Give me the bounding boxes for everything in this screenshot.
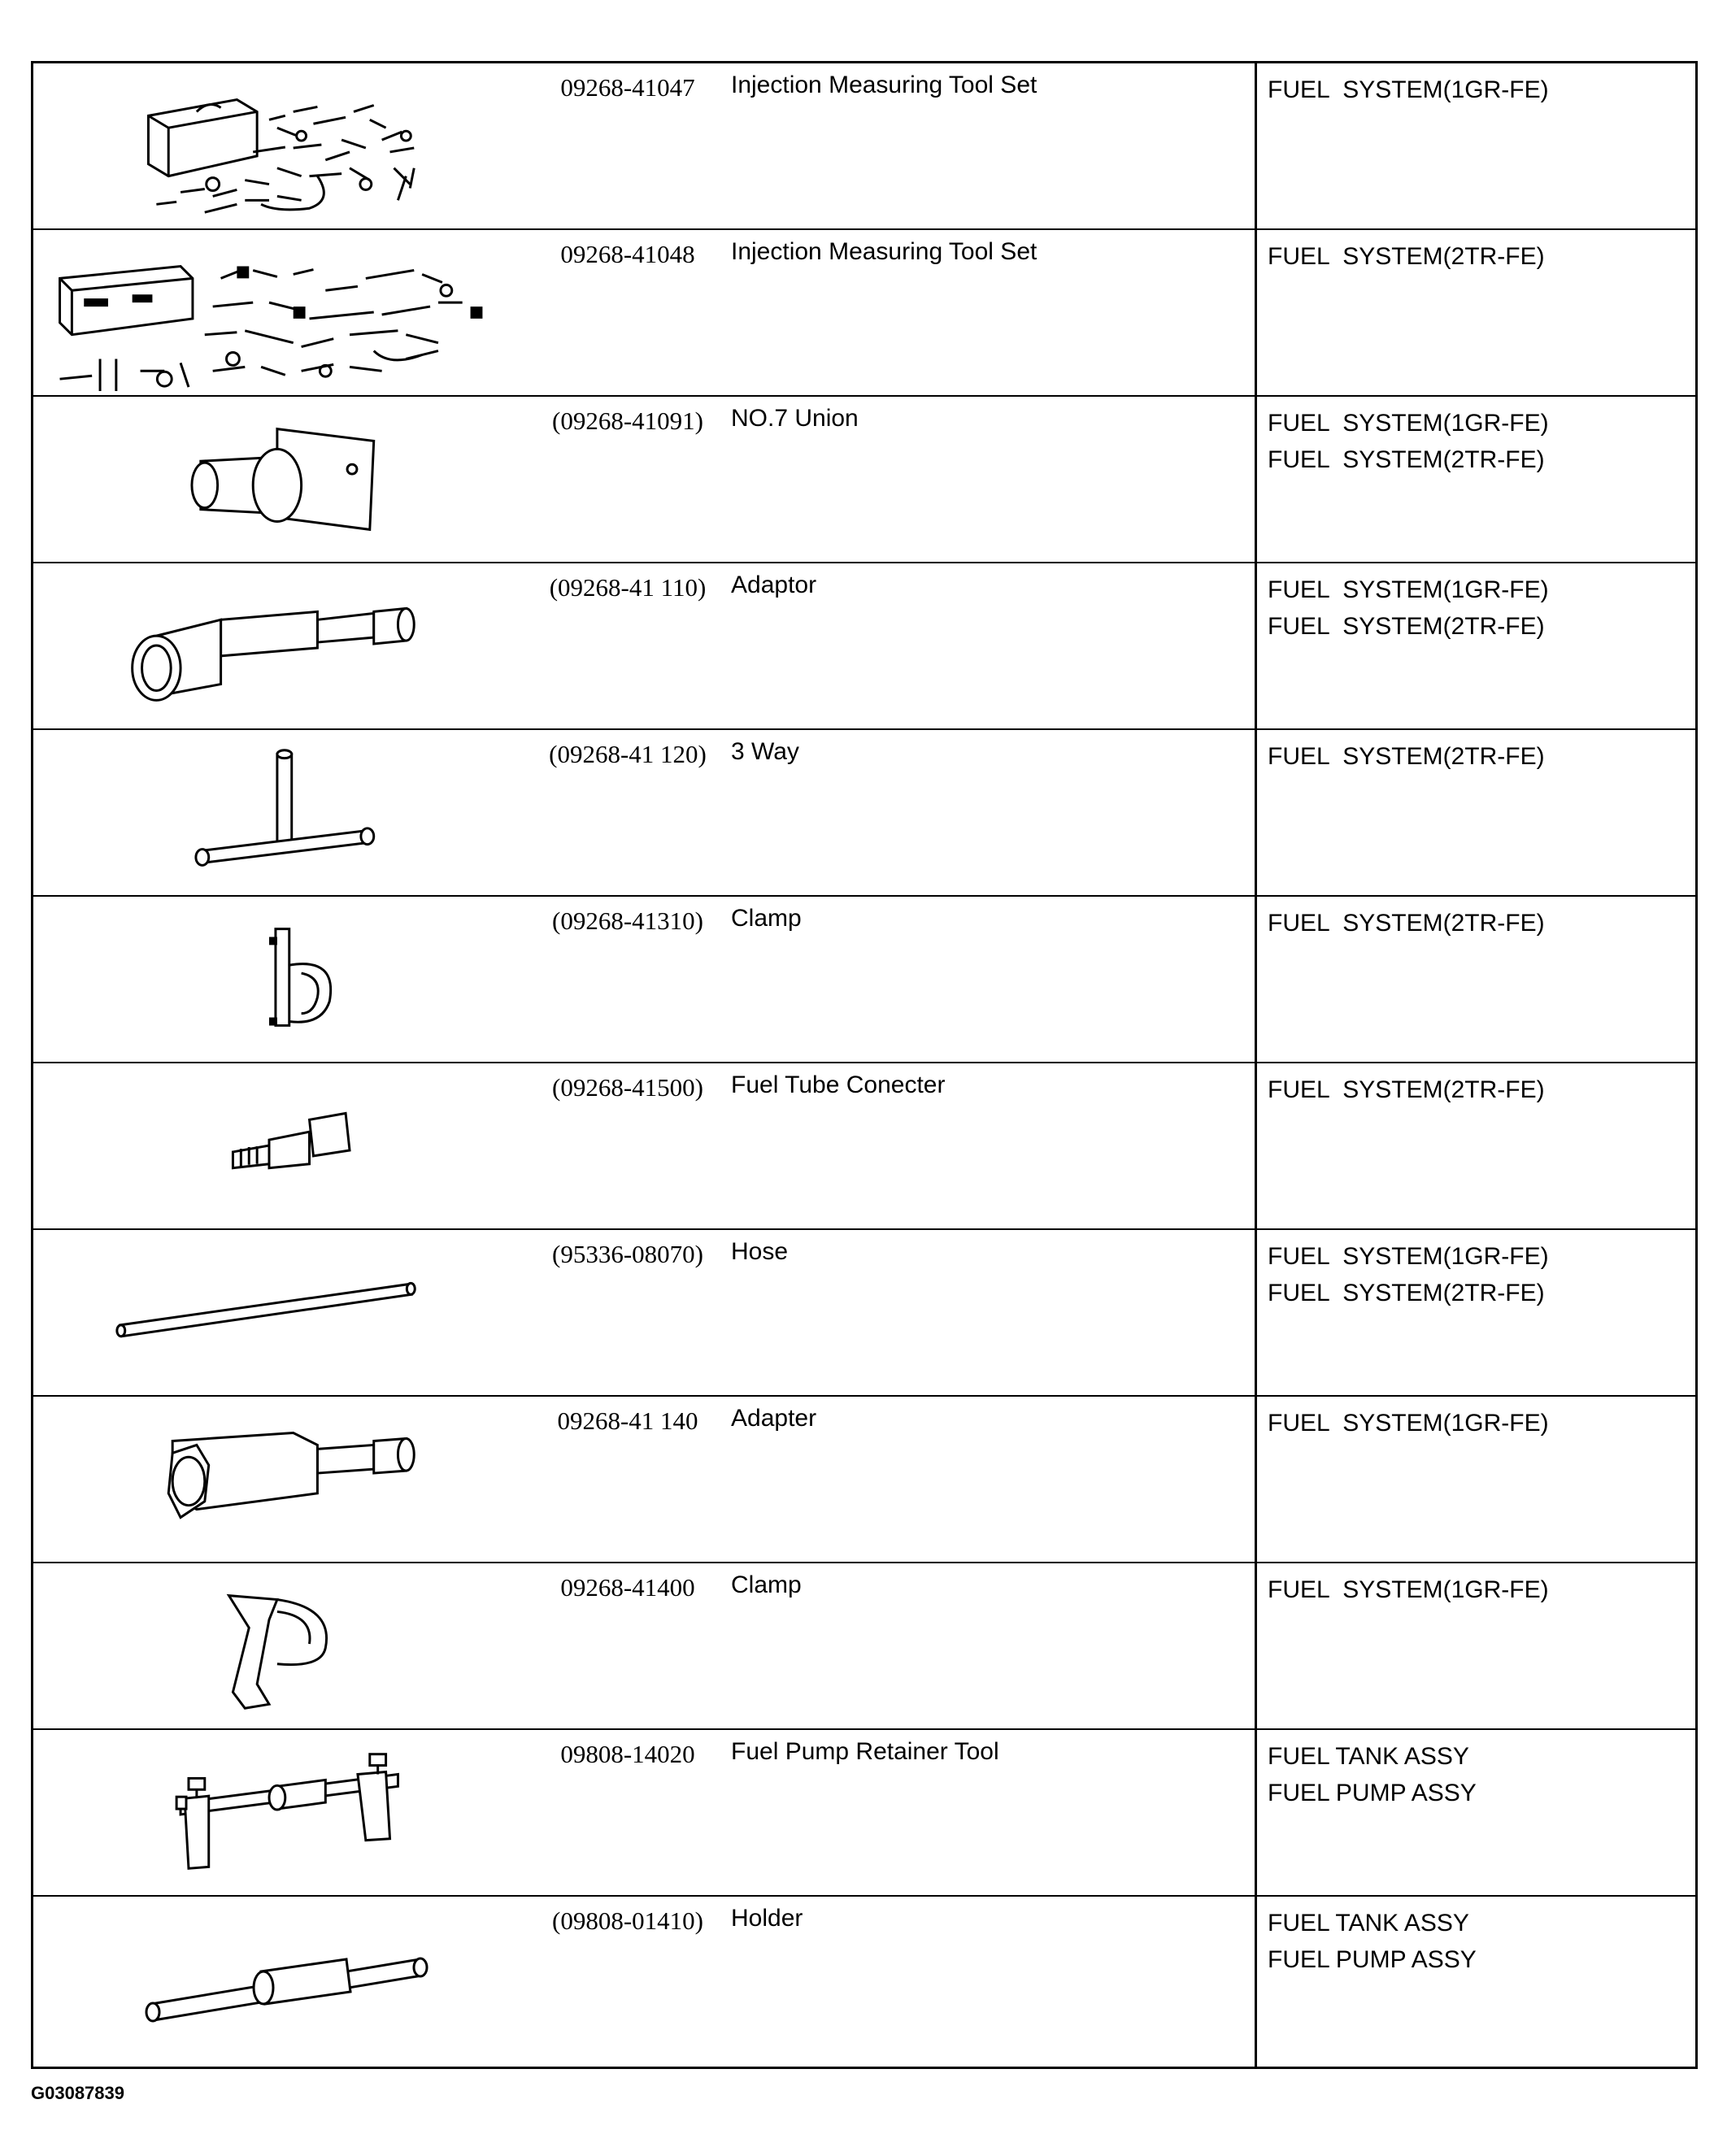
table-row [33,63,1695,230]
column-divider [1255,1063,1257,1228]
clamp-icon [33,1563,505,1728]
part-number: 09268-41400 [560,1573,695,1602]
column-divider [1255,397,1257,562]
application-item: FUEL SYSTEM(1GR-FE) [1268,576,1549,603]
tool-name: Clamp [731,905,802,932]
table-row [33,230,1695,397]
clamp-icon [33,897,505,1062]
application-list [1268,72,1549,108]
column-divider [1255,730,1257,895]
three-way-tube-icon [33,730,505,895]
hex-adapter-icon [33,1397,505,1562]
application-item: FUEL PUMP ASSY [1268,1780,1477,1806]
application-item: FUEL SYSTEM(1GR-FE) [1268,1410,1549,1437]
table-row [33,1897,1695,2067]
application-list [1268,1738,1477,1811]
table-row [33,730,1695,897]
tool-name: NO.7 Union [731,405,859,432]
part-number: (95336-08070) [552,1240,703,1268]
application-item: FUEL SYSTEM(1GR-FE) [1268,1576,1549,1603]
column-divider [1255,1897,1257,2067]
hose-icon [33,1230,505,1395]
column-divider [1255,1397,1257,1562]
application-item: FUEL SYSTEM(2TR-FE) [1268,743,1545,770]
application-list [1268,1071,1545,1108]
part-number: 09268-41047 [560,73,695,102]
column-divider [1255,897,1257,1062]
table-row [33,397,1695,563]
part-number: (09268-41500) [552,1073,703,1102]
application-item: FUEL SYSTEM(2TR-FE) [1268,446,1545,473]
tool-name: Injection Measuring Tool Set [731,72,1038,98]
table-row [33,897,1695,1063]
application-list [1268,905,1545,941]
application-list [1268,572,1549,645]
application-list [1268,1571,1549,1608]
column-divider [1255,1730,1257,1895]
special-tools-table [31,61,1698,2069]
tool-name: Fuel Pump Retainer Tool [731,1738,999,1765]
tool-name: Adaptor [731,572,817,598]
tube-connector-icon [33,1063,505,1228]
application-list [1268,738,1545,775]
application-item: FUEL SYSTEM(1GR-FE) [1268,76,1549,103]
application-item: FUEL TANK ASSY [1268,1910,1469,1936]
tool-name: 3 Way [731,738,799,765]
application-list [1268,405,1549,478]
tool-name: Injection Measuring Tool Set [731,238,1038,265]
tool-set-case-icon [33,230,505,395]
column-divider [1255,1230,1257,1395]
application-item: FUEL SYSTEM(2TR-FE) [1268,1280,1545,1306]
application-list [1268,238,1545,275]
tool-name: Hose [731,1238,789,1265]
column-divider [1255,563,1257,728]
tool-set-case-icon [33,63,505,228]
table-row [33,1063,1695,1230]
application-item: FUEL SYSTEM(2TR-FE) [1268,1076,1545,1103]
holder-bar-icon [33,1897,505,2067]
part-number: 09268-41048 [560,240,695,268]
part-number: 09268-41 140 [557,1406,698,1435]
application-item: FUEL PUMP ASSY [1268,1946,1477,1973]
table-row [33,1230,1695,1397]
application-item: FUEL SYSTEM(2TR-FE) [1268,910,1545,937]
table-row [33,1563,1695,1730]
part-number: (09268-41310) [552,906,703,935]
tool-name: Holder [731,1905,803,1932]
application-item: FUEL SYSTEM(1GR-FE) [1268,410,1549,437]
figure-code: G03087839 [31,2083,124,2103]
part-number: (09268-41 110) [549,573,707,602]
column-divider [1255,1563,1257,1728]
table-row [33,1730,1695,1897]
adaptor-icon [33,563,505,728]
tool-name: Clamp [731,1571,802,1598]
application-list [1268,1405,1549,1441]
application-item: FUEL SYSTEM(2TR-FE) [1268,613,1545,640]
part-number: (09268-41091) [552,406,703,435]
part-number: (09268-41 120) [549,740,707,768]
union-icon [33,397,505,562]
table-row [33,563,1695,730]
tool-name: Adapter [731,1405,817,1432]
column-divider [1255,230,1257,395]
application-item: FUEL TANK ASSY [1268,1743,1469,1770]
application-item: FUEL SYSTEM(2TR-FE) [1268,243,1545,270]
application-item: FUEL SYSTEM(1GR-FE) [1268,1243,1549,1270]
part-number: (09808-01410) [552,1906,703,1935]
table-row [33,1397,1695,1563]
part-number: 09808-14020 [560,1740,695,1768]
retainer-tool-icon [33,1730,505,1895]
application-list [1268,1238,1549,1311]
application-list [1268,1905,1477,1978]
tool-name: Fuel Tube Conecter [731,1071,946,1098]
column-divider [1255,63,1257,228]
